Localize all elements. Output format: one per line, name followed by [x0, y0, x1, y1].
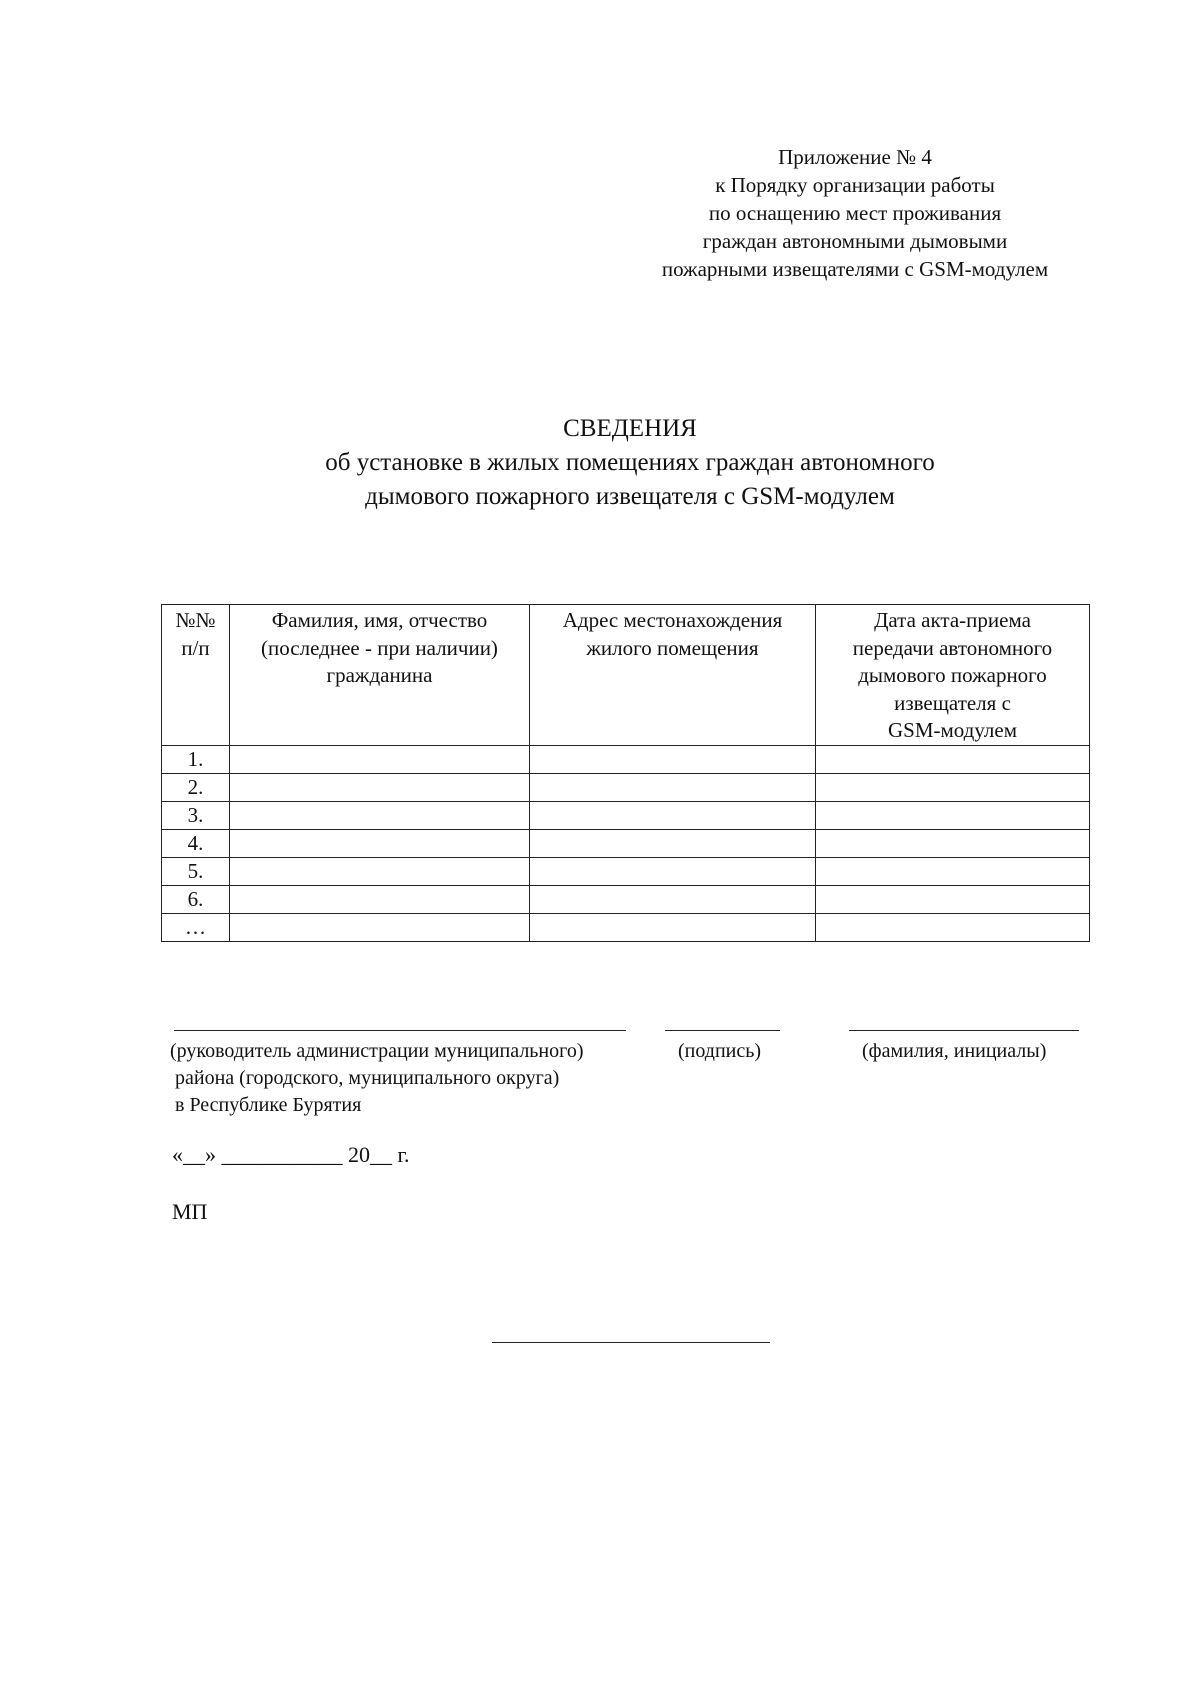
appendix-line: пожарными извещателями с GSM-модулем	[661, 257, 1049, 281]
row-number: 1.	[162, 745, 230, 773]
head-caption-line: района (городского, муниципального округа)	[170, 1067, 560, 1089]
title-subtitle-line: дымового пожарного извещателя с GSM-модулем	[365, 483, 895, 510]
header-act-date	[816, 605, 1090, 746]
table-row	[162, 829, 1090, 857]
cell-act-date[interactable]	[816, 801, 1090, 829]
header-text: №№	[175, 608, 216, 632]
cell-address[interactable]	[530, 913, 816, 941]
appendix-line: граждан автономными дымовыми	[702, 229, 1008, 253]
cell-address[interactable]	[530, 773, 816, 801]
cell-act-date[interactable]	[816, 885, 1090, 913]
header-text: гражданина	[326, 663, 433, 687]
table-row	[162, 773, 1090, 801]
document-title	[160, 412, 1100, 514]
cell-address[interactable]	[530, 857, 816, 885]
cell-act-date[interactable]	[816, 773, 1090, 801]
header-text: извещателя с	[894, 690, 1011, 715]
appendix-note	[630, 143, 1080, 283]
table-header-row	[162, 605, 1090, 746]
appendix-line: по оснащению мест проживания	[708, 201, 1002, 225]
name-signature-line[interactable]	[849, 1030, 1079, 1031]
head-caption	[170, 1038, 584, 1119]
header-text: Дата акта-приема	[874, 608, 1031, 632]
header-number	[162, 605, 230, 746]
title-subtitle-line: об установке в жилых помещениях граждан автономного	[325, 449, 935, 476]
row-number: 4.	[162, 829, 230, 857]
records-table	[161, 604, 1090, 942]
header-text: передачи автономного	[852, 635, 1053, 660]
table-row	[162, 745, 1090, 773]
cell-address[interactable]	[530, 829, 816, 857]
header-address	[530, 605, 816, 746]
row-number: 3.	[162, 801, 230, 829]
header-text: Фамилия, имя, отчество	[271, 608, 488, 632]
header-text: дымового пожарного	[858, 663, 1047, 687]
cell-act-date[interactable]	[816, 913, 1090, 941]
header-text: Адрес местонахождения	[562, 608, 783, 632]
table-row	[162, 857, 1090, 885]
stamp-place-label: МП	[172, 1199, 208, 1224]
header-text: п/п	[181, 635, 210, 660]
cell-full-name[interactable]	[230, 801, 530, 829]
cell-act-date[interactable]	[816, 745, 1090, 773]
cell-full-name[interactable]	[230, 913, 530, 941]
cell-full-name[interactable]	[230, 857, 530, 885]
header-text: (последнее - при наличии)	[261, 635, 498, 660]
cell-full-name[interactable]	[230, 745, 530, 773]
head-caption-line: (руководитель администрации муниципального)	[170, 1040, 584, 1062]
appendix-line: к Порядку организации работы	[715, 173, 995, 197]
cell-address[interactable]	[530, 885, 816, 913]
table-row	[162, 885, 1090, 913]
row-number: 5.	[162, 857, 230, 885]
table-row	[162, 913, 1090, 941]
sign-caption: (подпись)	[678, 1040, 762, 1062]
cell-act-date[interactable]	[816, 829, 1090, 857]
cell-full-name[interactable]	[230, 829, 530, 857]
row-number: 2.	[162, 773, 230, 801]
appendix-line: Приложение № 4	[778, 145, 932, 169]
row-number: 6.	[162, 885, 230, 913]
signature-line[interactable]	[665, 1030, 780, 1031]
head-caption-line: в Республике Бурятия	[170, 1094, 362, 1116]
head-signature-line[interactable]	[174, 1030, 626, 1031]
cell-address[interactable]	[530, 801, 816, 829]
header-text: жилого помещения	[586, 635, 759, 660]
header-text: GSM-модулем	[887, 718, 1018, 742]
date-line[interactable]: «__» ___________ 20__ г.	[172, 1142, 410, 1167]
header-full-name	[230, 605, 530, 746]
title-main: СВЕДЕНИЯ	[563, 415, 697, 442]
closing-divider	[492, 1342, 770, 1343]
row-number: …	[162, 913, 230, 941]
cell-full-name[interactable]	[230, 885, 530, 913]
cell-act-date[interactable]	[816, 857, 1090, 885]
cell-full-name[interactable]	[230, 773, 530, 801]
name-caption: (фамилия, инициалы)	[862, 1040, 1047, 1062]
table-row	[162, 801, 1090, 829]
cell-address[interactable]	[530, 745, 816, 773]
